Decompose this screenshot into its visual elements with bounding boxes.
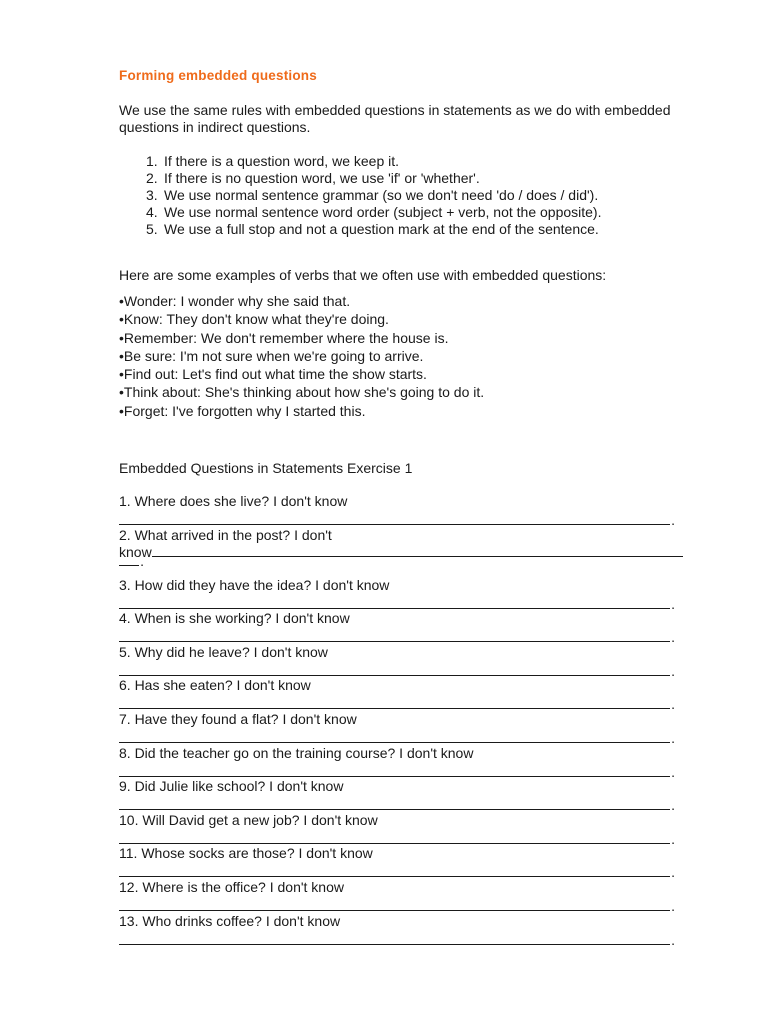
verb-example: •Forget: I've forgotten why I started this. (119, 402, 366, 419)
answer-line[interactable] (119, 795, 670, 810)
answer-line[interactable] (119, 930, 670, 945)
answer-line[interactable] (119, 510, 670, 525)
exercise-question (119, 879, 694, 913)
rule-text: If there is a question word, we keep it. (164, 153, 400, 169)
exercise-question (119, 577, 694, 611)
question-text: 5. Why did he leave? I don't know (119, 643, 328, 660)
rule-number: 4. (146, 204, 158, 220)
question-text: 9. Did Julie like school? I don't know (119, 778, 344, 795)
exercise-question (119, 527, 694, 577)
rule-number: 1. (146, 153, 158, 169)
question-text: 12. Where is the office? I don't know (119, 878, 344, 895)
question-continuation: know (119, 543, 152, 560)
answer-line[interactable] (119, 661, 670, 676)
exercise-question (119, 644, 694, 678)
rule-text: We use a full stop and not a question mark at the end of the sentence. (164, 221, 599, 237)
verb-example: •Wonder: I wonder why she said that. (119, 293, 351, 309)
verb-example: •Be sure: I'm not sure when we're going to arrive. (119, 347, 424, 364)
exercise-question (119, 677, 694, 711)
rule-number: 3. (146, 187, 158, 203)
exercise-question (119, 845, 694, 879)
question-text: 11. Whose socks are those? I don't know (119, 845, 373, 862)
verbs-intro: Here are some examples of verbs that we often use with embedded questions: (119, 267, 607, 283)
rule-text: We use normal sentence grammar (so we don't need 'do / does / did'). (164, 187, 599, 203)
question-text: 1. Where does she live? I don't know (119, 493, 348, 509)
answer-line[interactable] (119, 896, 670, 911)
answer-line[interactable] (119, 762, 670, 777)
answer-line[interactable] (119, 627, 670, 642)
question-text: 4. When is she working? I don't know (119, 610, 350, 627)
rule-item (119, 204, 601, 221)
question-text: 13. Who drinks coffee? I don't know (119, 912, 341, 929)
rules-list (119, 153, 601, 238)
answer-line[interactable] (119, 862, 670, 877)
exercise-question (119, 711, 694, 745)
question-text: 10. Will David get a new job? I don't know (119, 811, 378, 828)
exercise-question (119, 493, 694, 527)
verb-example: •Remember: We don't remember where the house is. (119, 329, 449, 346)
verb-example: •Find out: Let's find out what time the show starts. (119, 366, 427, 383)
rule-text: If there is no question word, we use 'if' or 'whether'. (164, 170, 480, 186)
rule-item (119, 170, 601, 187)
question-text: 3. How did they have the idea? I don't know (119, 576, 390, 593)
exercise-question (119, 745, 694, 779)
exercise-question (119, 812, 694, 846)
question-text: 7. Have they found a flat? I don't know (119, 710, 357, 727)
rule-number: 2. (146, 170, 158, 186)
answer-line[interactable] (119, 694, 670, 709)
exercise-question (119, 913, 694, 947)
rule-item (119, 187, 601, 204)
exercise-questions (119, 493, 694, 946)
verbs-list (119, 292, 484, 420)
rule-number: 5. (146, 221, 158, 237)
document-title: Forming embedded questions (119, 68, 317, 83)
rule-item (119, 153, 601, 170)
question-text: 6. Has she eaten? I don't know (119, 677, 311, 694)
answer-line-continuation[interactable] (119, 561, 139, 566)
rule-text: We use normal sentence word order (subject + verb, not the opposite). (164, 204, 602, 220)
exercise-question (119, 610, 694, 644)
verb-example: •Think about: She's thinking about how she's going to do it. (119, 384, 485, 401)
answer-line[interactable] (119, 728, 670, 743)
intro-paragraph: We use the same rules with embedded questions in statements as we do with embedded questions in indirect questions. (119, 102, 671, 135)
question-text: 2. What arrived in the post? I don't (119, 526, 332, 543)
answer-line[interactable] (119, 829, 670, 844)
question-text: 8. Did the teacher go on the training course? I don't know (119, 744, 474, 761)
answer-line[interactable] (152, 544, 683, 557)
exercise-question (119, 778, 694, 812)
exercise-title: Embedded Questions in Statements Exercise 1 (119, 460, 413, 476)
rule-item (119, 221, 601, 238)
answer-line[interactable] (119, 594, 670, 609)
verb-example: •Know: They don't know what they're doing. (119, 311, 389, 328)
